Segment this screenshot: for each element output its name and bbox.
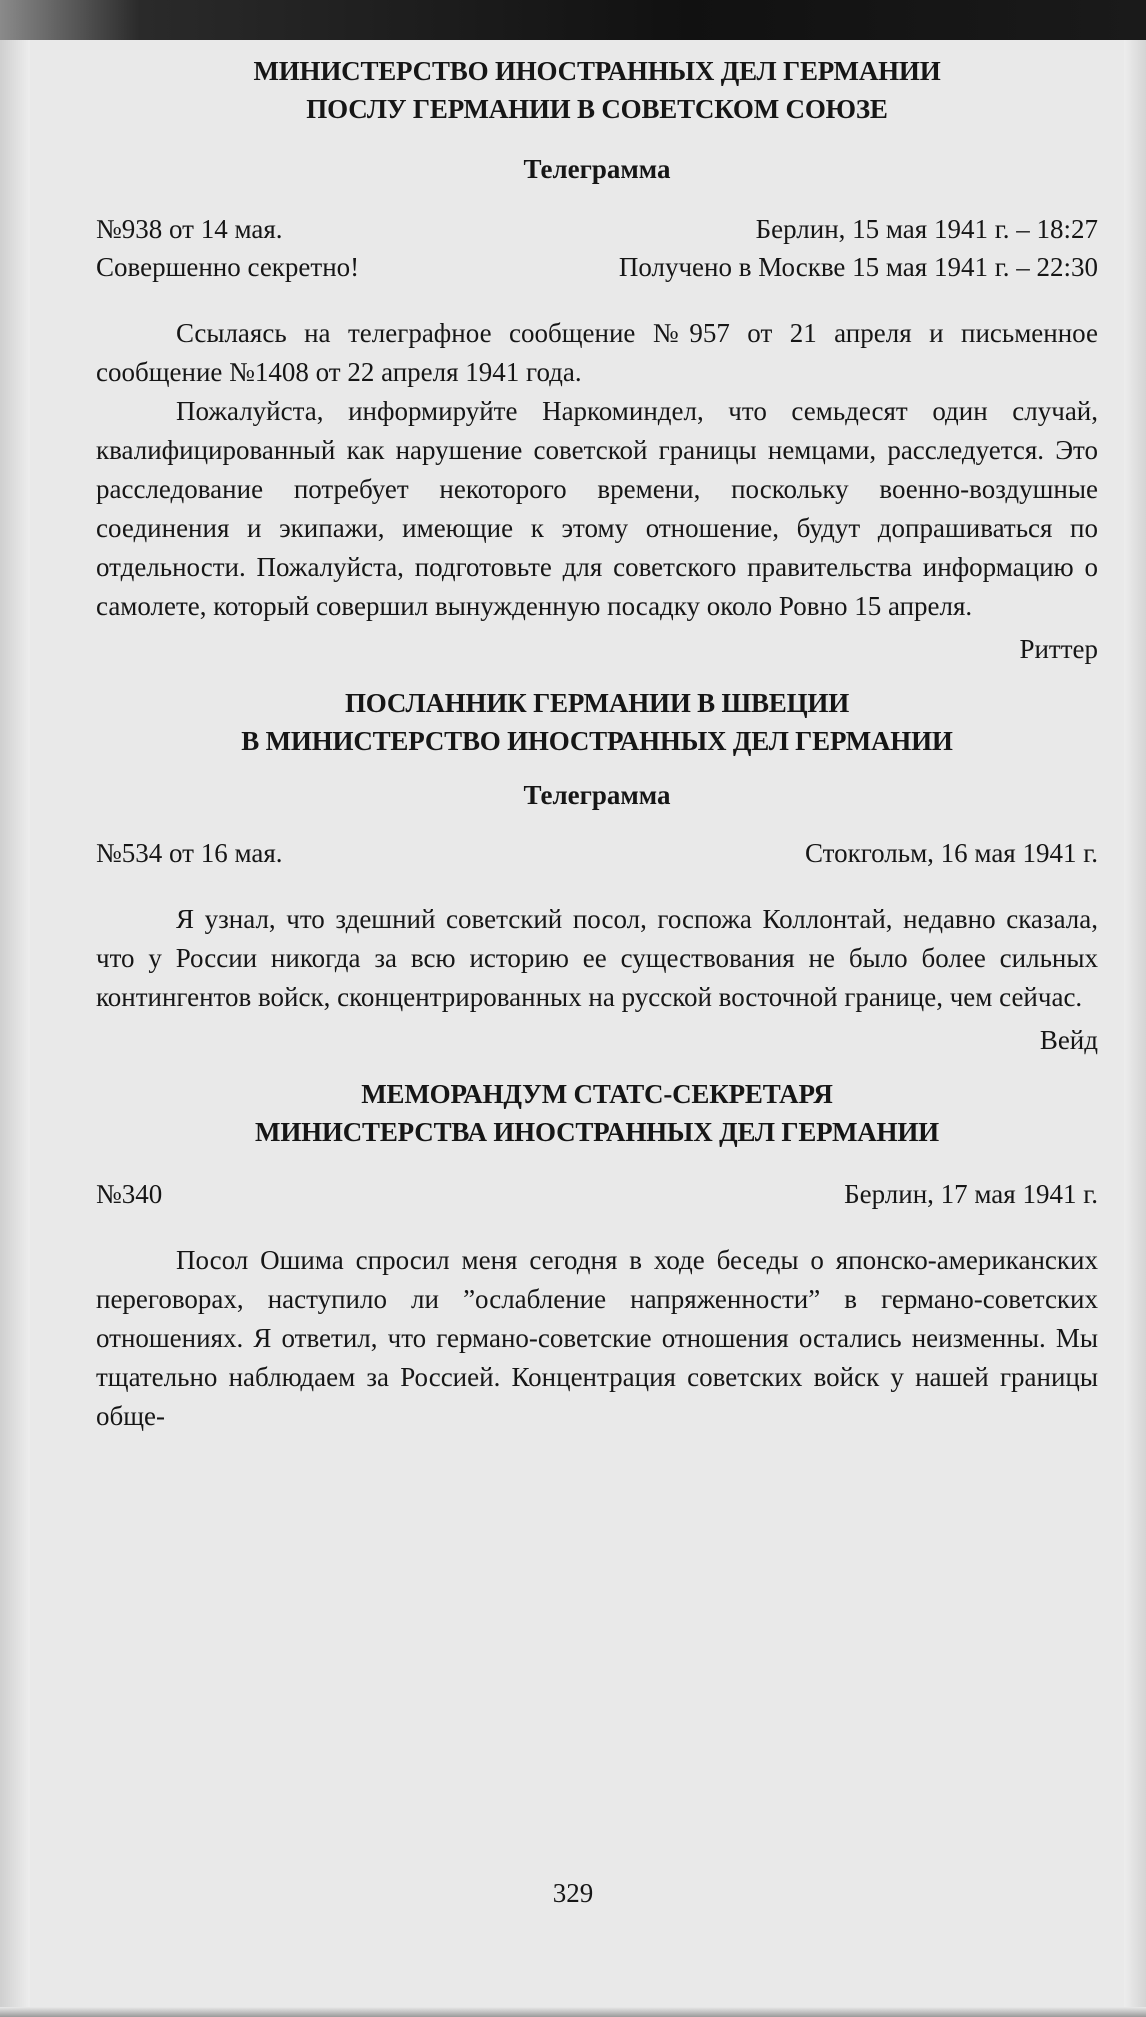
doc1-heading-line1: МИНИСТЕРСТВО ИНОСТРАННЫХ ДЕЛ ГЕРМАНИИ <box>253 56 941 86</box>
scan-top-edge <box>0 0 1146 40</box>
doc2-type: Телеграмма <box>523 780 671 810</box>
doc2-place-time: Стокгольм, 16 мая 1941 г. <box>805 838 1098 868</box>
doc2-heading-line1: ПОСЛАННИК ГЕРМАНИИ В ШВЕЦИИ <box>344 688 850 718</box>
doc1-meta-row-2 <box>96 248 1098 286</box>
doc2-signature: Вейд <box>1039 1025 1098 1055</box>
doc1-meta-row-1 <box>96 210 1098 248</box>
doc3-place-time: Берлин, 17 мая 1941 г. <box>844 1179 1098 1209</box>
doc2-number: №534 от 16 мая. <box>96 838 283 868</box>
book-page <box>96 52 1098 1436</box>
doc1-type: Телеграмма <box>523 154 671 184</box>
document-telegram-938 <box>96 52 1098 668</box>
doc3-meta-row <box>96 1175 1098 1213</box>
doc1-heading-line2: ПОСЛУ ГЕРМАНИИ В СОВЕТСКОМ СОЮЗЕ <box>306 94 888 124</box>
doc1-signature: Риттер <box>1019 634 1098 664</box>
doc2-heading-line2: В МИНИСТЕРСТВО ИНОСТРАННЫХ ДЕЛ ГЕРМАНИИ <box>241 726 953 756</box>
page-number: 329 <box>552 1878 594 1908</box>
doc1-paragraph-1: Ссылаясь на телеграфное сообщение №957 от 21 апреля и письменное сообщение №1408 от 22 апреля 1941 года. <box>96 318 1098 387</box>
doc3-heading-line2: МИНИСТЕРСТВА ИНОСТРАННЫХ ДЕЛ ГЕРМАНИИ <box>255 1117 939 1147</box>
doc1-paragraph-2: Пожалуйста, информируйте Наркоминдел, что семьдесят один случай, квалифицированный как нарушение советской границы немцами, расследуется. Это расследование потребует некоторого времени, поскольку военно-воздушные соединения и экипажи, имеющие к этому отношение, будут допрашиваться по отдельности. Пожалуйста, подготовьте для советского правительства информацию о самолете, который совершил вынужденную посадку около Ровно 15 апреля. <box>96 396 1098 621</box>
scan-left-margin <box>0 40 30 2017</box>
doc1-place-time: Берлин, 15 мая 1941 г. – 18:27 <box>755 214 1098 244</box>
doc3-heading-line1: МЕМОРАНДУМ СТАТС-СЕКРЕТАРЯ <box>361 1079 833 1109</box>
doc3-number: №340 <box>96 1179 163 1209</box>
doc3-paragraph: Посол Ошима спросил меня сегодня в ходе беседы о японско-американских переговорах, наступило ли ”ослабление напряженности” в германо-советских отношениях. Я ответил, что германо-советские отношения остались неизменны. Мы тщательно наблюдаем за Россией. Концентрация советских войск у нашей границы обще- <box>96 1245 1098 1431</box>
document-telegram-534 <box>96 684 1098 1059</box>
scan-right-margin <box>1124 40 1146 2017</box>
doc2-paragraph: Я узнал, что здешний советский посол, госпожа Коллонтай, недавно сказала, что у России никогда за всю историю ее существования не было более сильных контингентов войск, сконцентрированных на русской восточной границе, чем сейчас. <box>96 904 1098 1012</box>
document-memorandum-340 <box>96 1075 1098 1436</box>
doc1-received: Получено в Москве 15 мая 1941 г. – 22:30 <box>618 252 1098 282</box>
scan-bottom-edge <box>0 2007 1146 2017</box>
doc1-secrecy: Совершенно секретно! <box>96 252 360 282</box>
doc1-number: №938 от 14 мая. <box>96 214 283 244</box>
doc2-meta-row <box>96 834 1098 872</box>
